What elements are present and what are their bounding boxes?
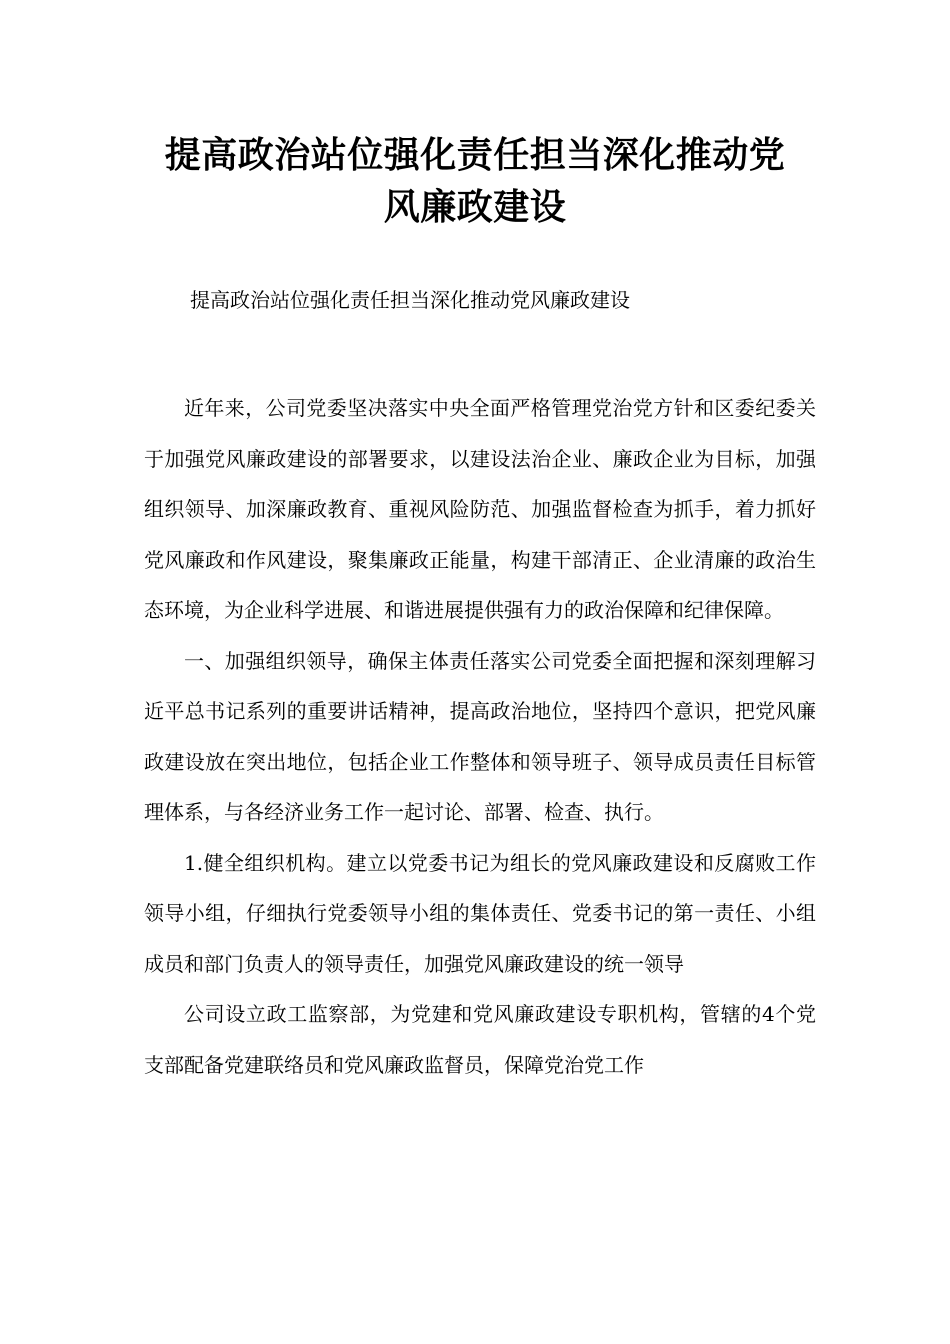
document-title: [100, 130, 850, 234]
paragraph: 一、加强组织领导，确保主体责任落实公司党委全面把握和深刻理解习近平总书记系列的重要讲话精神，提高政治地位，坚持四个意识，把党风廉政建设放在突出地位，包括企业工作整体和领导班子、领导成员责任目标管理体系，与各经济业务工作一起讨论、部署、检查、执行。: [144, 648, 816, 824]
document-body: [144, 383, 816, 1090]
title-line-1: 提高政治站位强化责任担当深化推动党: [164, 135, 786, 176]
document-subtitle: 提高政治站位强化责任担当深化推动党风廉政建设: [190, 288, 630, 312]
paragraph: 1.健全组织机构。建立以党委书记为组长的党风廉政建设和反腐败工作领导小组，仔细执行党委领导小组的集体责任、党委书记的第一责任、小组成员和部门负责人的领导责任，加强党风廉政建设的统一领导: [144, 850, 816, 976]
title-line-2: 风廉政建设: [383, 187, 567, 228]
paragraph: 公司设立政工监察部，为党建和党风廉政建设专职机构，管辖的4个党支部配备党建联络员和党风廉政监督员，保障党治党工作: [144, 1002, 816, 1077]
paragraph: 近年来，公司党委坚决落实中央全面严格管理党治党方针和区委纪委关于加强党风廉政建设的部署要求，以建设法治企业、廉政企业为目标，加强组织领导、加深廉政教育、重视风险防范、加强监督检查为抓手，着力抓好党风廉政和作风建设，聚集廉政正能量，构建干部清正、企业清廉的政治生态环境，为企业科学进展、和谐进展提供强有力的政治保障和纪律保障。: [144, 396, 816, 622]
